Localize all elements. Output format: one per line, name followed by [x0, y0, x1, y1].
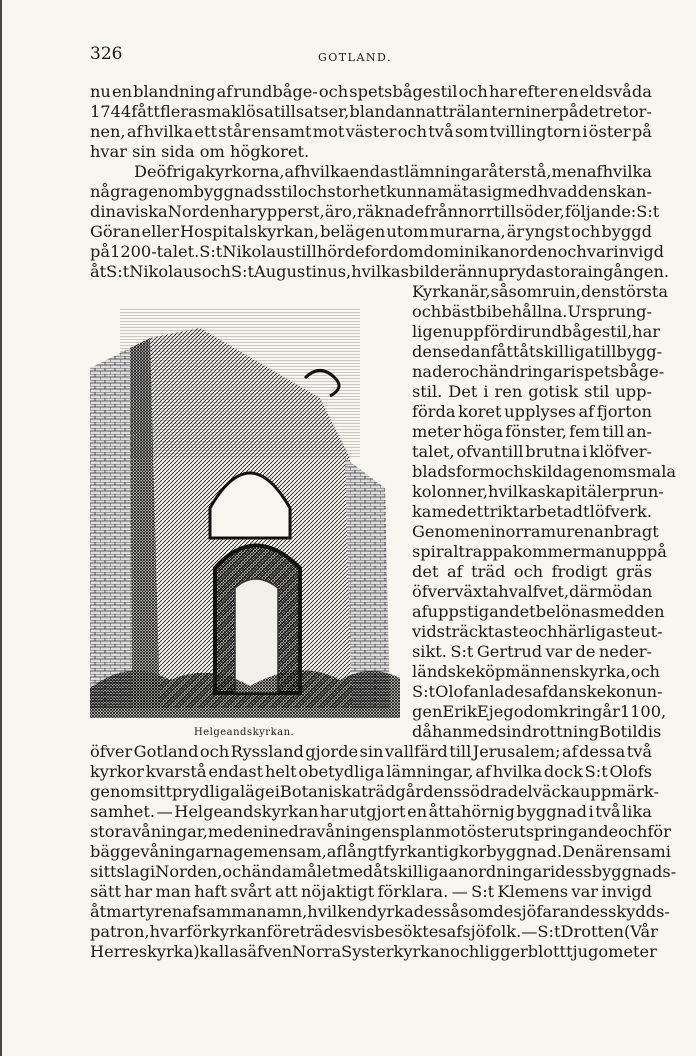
text-line: samhet. — Helgeandskyrkan har utgjort en åttahörnig byggnad i två lika [90, 802, 652, 821]
text-line: De öfriga kyrkorna, af hvilka endast lämningar återstå, men af hvilka [134, 162, 652, 181]
text-line: åt S:t Nikolaus och S:t Augustinus, hvilkas bilder ännu pryda stora ingången. [90, 262, 670, 281]
scan-edge [0, 0, 2, 1056]
text-line: meter höga fönster, fem till an- [412, 422, 652, 441]
text-line: på 1200-talet. S:t Nikolaus tillhörde fordom dominikanorden och var invigd [90, 242, 665, 261]
text-line: genom sitt prydliga läge i Botaniska trädgårdens södra del väcka uppmärk- [90, 782, 659, 801]
text-line: spiraltrappa kommer man upp på [412, 542, 667, 561]
text-line: det af träd och frodigt gräs [412, 562, 652, 581]
text-line: ligen uppförd i rundbågestil, har [412, 322, 660, 341]
page-number: 326 [90, 44, 123, 64]
text-line: patron, hvarför kyrkan företrädesvis besöktes af sjöfolk. — S:t Drotten (Vår [90, 922, 658, 941]
text-line: nu en blandning af rundbåge- och spetsbågestil och har efter en eldsvåda [90, 82, 652, 101]
right-wall [345, 458, 390, 708]
text-line: bägge våningarna gemensam, aflångt fyrkantig korbyggnad. Den är ensam i [90, 842, 671, 861]
text-line: då han med sin drottning Botildis [412, 722, 662, 741]
text-line: åt martyren af samma namn, hvilken dyrkades såsom de sjöfarandes skydds- [90, 902, 670, 921]
text-line: 1744 fått flera smaklösa tillsatser, bland annat trälanterniner på de tre tor- [90, 102, 652, 121]
text-line: talet, ofvantill brutna i klöfver- [412, 442, 652, 461]
text-line: ländske köpmännens kyrka, och [412, 662, 660, 681]
text-line: förda koret upplyses af fjorton [412, 402, 652, 421]
figure-caption: Helgeandskyrkan. [194, 727, 295, 738]
text-line: dinaviska Norden har ypperst, äro, räknade från norr till söder, följande: S:t [90, 202, 660, 221]
text-line: ka med ett rikt arbetadt löfverk. [412, 502, 652, 521]
text-line: af uppstigandet belönas med den [412, 602, 665, 621]
text-line: Herres kyrka) kallas äfven Norra Systerkyrkan och ligger blott tjugo meter [90, 942, 657, 961]
text-line: vidsträcktaste och härligaste ut- [412, 622, 663, 641]
text-line: några genom byggnadsstil och storhet kunna mäta sig med hvad den skan- [90, 182, 652, 201]
text-line: hvar sin sida om högkoret. [90, 142, 310, 161]
text-line: sätt har man haft svårt att nöjaktigt förklara. — S:t Klemens var invigd [90, 882, 652, 901]
running-head: GOTLAND. [318, 51, 392, 64]
text-line: nen, af hvilka ett står ensamt mot väster och två som tvillingtorn i öster på [90, 122, 652, 141]
text-line: Kyrkan är, såsom ruin, den största [412, 282, 669, 301]
ruin-engraving [90, 308, 400, 718]
text-line: Genom en i norra muren anbragt [412, 522, 659, 541]
text-line: Göran eller Hospitalskyrkan, belägen utom murarna, är yngst och byggd [90, 222, 652, 241]
text-line: stil. Det i ren gotisk stil upp- [412, 382, 652, 401]
text-line: öfver Gotland och Ryssland gjorde sin vallfärd till Jerusalem; af dessa två [90, 742, 652, 761]
text-line: kyrkor kvarstå endast helt obetydliga lämningar, af hvilka dock S:t Olofs [90, 762, 652, 781]
text-line: kolonner, hvilkas kapitäler prun- [412, 482, 664, 501]
text-line: nader och ändringar i spetsbåge- [412, 362, 665, 381]
text-line: den sedan fått åtskilliga tillbygg- [412, 342, 663, 361]
text-line: öfverväxta hvalfvet, där mödan [412, 582, 653, 601]
text-line: stora våningar, med en i nedra våningens plan mot öster utspringande och för [90, 822, 671, 841]
text-line: sitt slag i Norden, och ändamålet med åtskilliga anordningar i dess byggnads- [90, 862, 677, 881]
text-line: bladsform och skilda genom smala [412, 462, 677, 481]
text-line: S:t Olof anlades af danske konun- [412, 682, 663, 701]
text-line: sikt. S:t Gertrud var de neder- [412, 642, 652, 661]
text-line: och bäst bibehållna. Ursprung- [412, 302, 652, 321]
text-line: gen Erik Ejegod omkring år 1100, [412, 702, 667, 721]
left-tower-wall [90, 348, 132, 708]
